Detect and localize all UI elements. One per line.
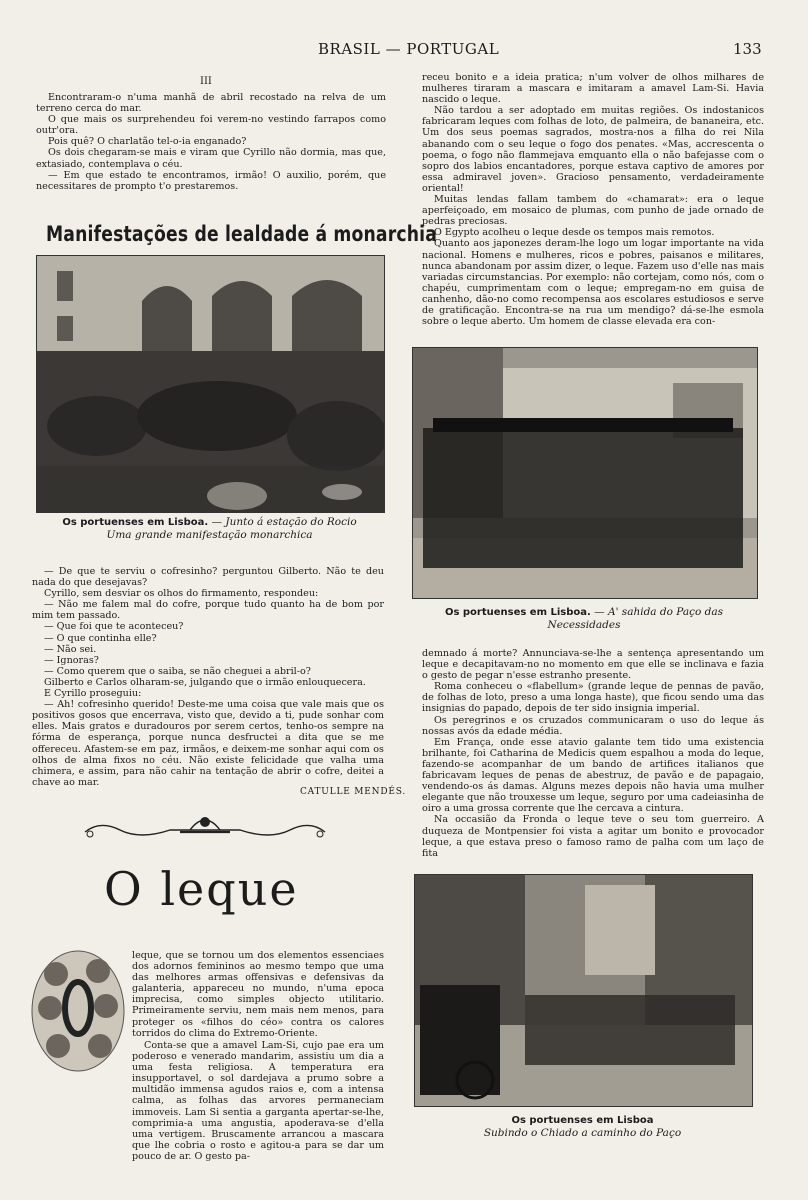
paragraph: leque, que se tornou um dos elementos essenciaes dos adornos femininos ao mesmo tempo que uma das melhores armas offensivas e defensivas da galanteria, appareceu no mundo, n'uma epoca imprecisa, como simples objecto utilitario. Primeiramente serviu, nem mais nem menos, para proteger os «filhos do céo» contra os calores torridos do clima do Extremo-Oriente. [132,950,384,1039]
dialogue-text [32,566,384,788]
paragraph: O que mais os surprehendeu foi verem-no vestindo farrapos como outr'ora. [36,114,386,137]
paragraph: — Não me falem mal do cofre, porque tudo quanto ha de bom por mim tem passado. [32,599,384,622]
paragraph: — Ah! cofresinho querido! Deste-me uma coisa que vale mais que os positivos gosos que encerrava, visto que, devido a ti, pude sonhar com elles. Mais gratos e duradouros por serem certos, tenho-os sempre na fórma de esperança, porque nunca desfructei a dita que se me offereceu. Afastem-se em paz, irmãos, e deixem-me sonhar aqui com os olhos de alma fixos no céu. Não existe felicidade que valha uma chimera, e assim, para não cahir na tentação de abrir o cofre, deitei a chave ao mar. [32,699,384,788]
right-mid-text [422,648,764,859]
paragraph: Não tardou a ser adoptado em muitas regiões. Os indostanicos fabricaram leques com folhas de loto, de palmeira, de bananeira, etc. Um dos seus poemas sagrados, mostra-nos a filha do rei Nila abanando com o seu leque o fogo dos penates. «Mas, accrescenta o poema, o fogo não flammejava emquanto ella o não bafejasse com o sopro dos labios encantadores, porque estava captivo de amores por essa admiravel joven». Gracioso pensamento, verdadeiramente oriental! [422,105,764,194]
paragraph: Muitas lendas fallam tambem do «chamarat»: era o leque aperfeiçoado, em mosaico de plumas, com punho de jade ornado de pedras preciosas. [422,194,764,228]
caption-bold: Os portuenses em Lisboa. [62,517,209,528]
paragraph: — Que foi que te aconteceu? [44,621,184,633]
article-title: O leque [104,862,299,916]
section-numeral: III [200,76,212,87]
caption-italic: Subindo o Chiado a caminho do Paço [483,1127,682,1139]
paragraph: — Não sei. [44,643,97,655]
photo-crowd-rocio [36,255,385,513]
right-top-text [422,72,764,327]
paragraph: Os dois chegaram-se mais e viram que Cyrillo não dormia, mas que, extasiado, contemplava o céu. [36,147,386,170]
headline: Manifestações de lealdade á monarchia [46,222,438,246]
paragraph: demnado á morte? Annunciava-se-lhe a sentença apresentando um leque e decapitavam-no no momento em que elle se inclinava e fazia o gesto de pegar n'esse estranho presente. [422,648,764,682]
caption-bold: Os portuenses em Lisboa [511,1115,654,1126]
photo-chiado [414,874,753,1107]
paragraph: Pois quê? O charlatão tel-o-ia enganado? [48,136,247,148]
paragraph: Conta-se que a amavel Lam-Si, cujo pae era um poderoso e venerado mandarim, assistiu um dia a uma festa religiosa. A temperatura era insupportavel, o sol dardejava a prumo sobre a multidão immensa agudos raios e, com a intensa calma, as folhas das arvores permaneciam immoveis. Lam Si sentia a garganta apertar-se-lhe, comprimia-a uma angustia, apoderava-se d'ella uma vertigem. Bruscamente arrancou a mascara que lhe cobria o rosto e agitou-a para se dar um pouco de ar. O gesto pa- [132,1040,384,1162]
photo-illustration [413,348,757,598]
paragraph: receu bonito e a ideia pratica; n'um volver de olhos milhares de mulheres tiraram a mascara e imitaram a amavel Lam-Si. Havia nascido o leque. [422,72,764,106]
caption-italic: — A' sahida do Paço das Necessidades [547,606,724,631]
paragraph: Encontraram-o n'uma manhã de abril recostado na relva de um terreno cerca do mar. [36,92,386,115]
paragraph: — Em que estado te encontramos, irmão! O auxilio, porém, que necessitares de prompto t'o prestaremos. [36,169,386,192]
paragraph: — Ignoras? [44,654,99,666]
paragraph: — De que te serviu o cofresinho? perguntou Gilberto. Não te deu nada do que desejavas? [32,566,384,589]
photo-illustration [415,875,752,1106]
caption-bold: Os portuenses em Lisboa. [444,607,591,618]
paragraph: Na occasião da Fronda o leque teve o seu tom guerreiro. A duqueza de Montpensier foi vista a agitar um bonito e provocador leque, a que estava preso o famoso ramo de palha com um laço de fita [422,814,764,859]
photo1-caption [36,516,383,542]
portrait-illustration [28,946,128,1076]
photo3-caption [414,1114,751,1140]
photo2-caption [412,606,756,632]
intro-text [36,92,386,192]
ornament-divider [80,810,330,850]
page-number: 133 [733,40,762,58]
paragraph: — Como querem que o saiba, se não cheguei a abril-o? [44,665,311,677]
signature: CATULLE MENDÉS. [300,787,407,797]
photo-necessidades [412,347,758,599]
article-opening [132,950,384,1039]
paragraph: Os peregrinos e os cruzados communicaram o uso do leque ás nossas avós da edade média. [422,714,764,737]
paragraph: E Cyrillo proseguiu: [44,688,142,700]
paragraph: Em França, onde esse atavio galante tem tido uma existencia brilhante, foi Catharina de Medicis quem espalhou a moda do leque, fazendo-se acompanhar de um bando de artifices italianos que fabricavam leques de penas de abestruz, de pavão e de papagaio, vendendo-os ás damas. Alguns mezes depois não havia uma mulher elegante que não trouxesse um leque, seguro por uma cadeiasinha de oiro a uma grossa corrente que lhe cercava a cintura. [422,736,764,815]
caption-italic: Uma grande manifestação monarchica [106,529,313,541]
portrait-vignette [28,946,128,1076]
paragraph: Gilberto e Carlos olharam-se, julgando que o irmão enlouquecera. [44,676,366,688]
photo-illustration [37,256,384,512]
article-continuation [132,1040,384,1162]
paragraph: Quanto aos japonezes deram-lhe logo um logar importante na vida nacional. Homens e mulheres, ricos e pobres, paisanos e militares, nunca abandonam por assim dizer, o leque. Fazem uso d'elle nas mais variadas circumstancias. Por exemplo: não cortejam, como nós, com o chapéu, cumprimentam com o leque; empregam-no em guisa de canhenho, dão-no como recompensa aos escolares estudiosos e serve de gratificação. Encontra-se na rua um mendigo? dá-se-lhe esmola sobre o leque aberto. Um homem de classe elevada era con- [422,238,764,328]
caption-italic: — Junto á estação do Rocio [211,516,357,528]
paragraph: Roma conheceu o «flabellum» (grande leque de pennas de pavão, de folhas de loto, preso a uma longa haste), que ficou sendo uma das insignias do papado, depois de ter sido insignia imperial. [422,681,764,715]
running-title: BRASIL — PORTUGAL [318,40,500,58]
paragraph: O Egypto acolheu o leque desde os tempos mais remotos. [434,227,715,239]
paragraph: Cyrillo, sem desviar os olhos do firmamento, respondeu: [44,588,319,600]
paragraph: — O que continha elle? [44,632,157,644]
